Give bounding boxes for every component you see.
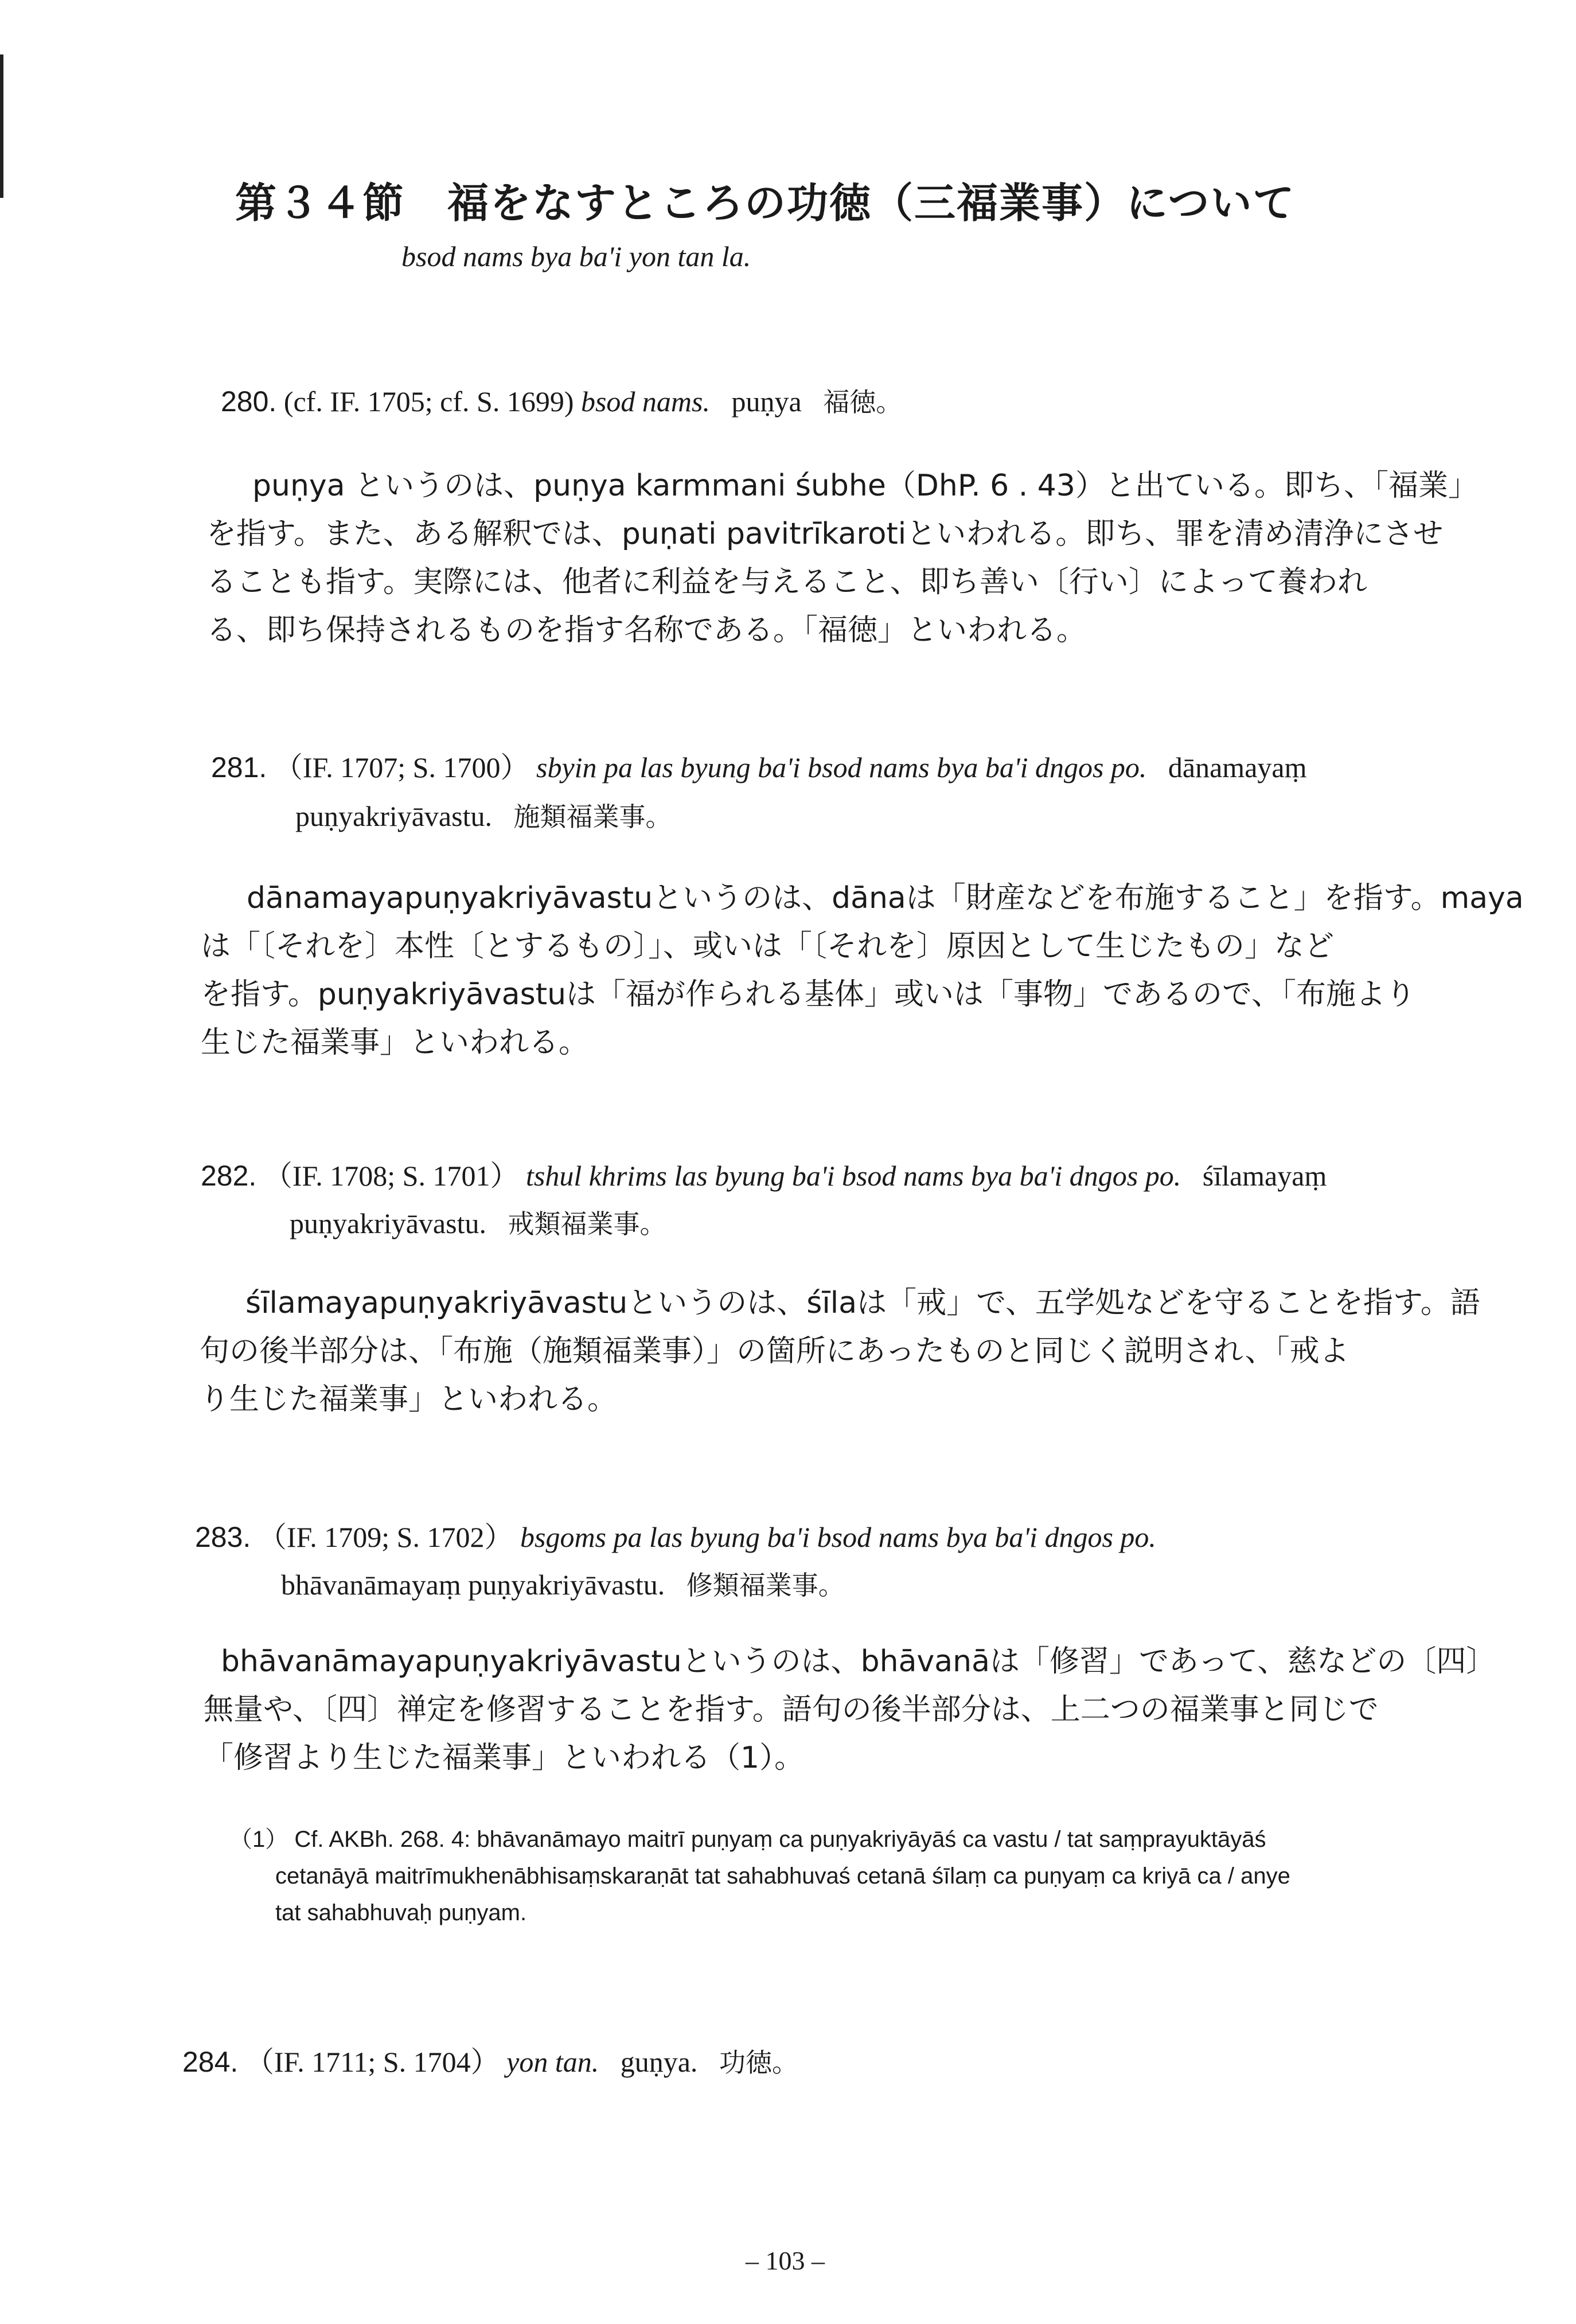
entry-japanese: 修類福業事。 xyxy=(686,1570,845,1601)
paragraph-line: 生じた福業事」といわれる。 xyxy=(201,1025,589,1060)
entry-283-head xyxy=(195,1514,1156,1555)
paragraph-line: 無量や、〔四〕禅定を修習することを指す。語句の後半部分は、上二つの福業事と同じで xyxy=(204,1693,1379,1727)
section-title-tibetan: bsod nams bya ba'i yon tan la. xyxy=(401,240,751,272)
page-number: – 103 – xyxy=(746,2246,825,2275)
entry-sanskrit: śīlamayaṃ xyxy=(1202,1160,1327,1192)
entry-281-continuation xyxy=(295,796,672,834)
entry-280-paragraph xyxy=(206,462,1478,654)
entry-282-continuation xyxy=(290,1203,666,1241)
paragraph-line: る、即ち保持されるものを指す名称である。「福徳」といわれる。 xyxy=(206,613,1087,648)
entry-number: 282. xyxy=(201,1160,257,1192)
entry-ref: （IF. 1709; S. 1702） xyxy=(258,1521,513,1553)
entry-sanskrit: dānamayaṃ xyxy=(1168,751,1307,783)
footnote-line: cetanāyā maitrīmukhenābhisaṃskaraṇāt tat sahabhuvaś cetanā śīlaṃ ca puṇyaṃ ca kriyā ca / anye xyxy=(275,1863,1290,1889)
paragraph-line: 「修習より生じた福業事」といわれる（1）。 xyxy=(204,1741,805,1775)
entry-sanskrit-cont: bhāvanāmayaṃ puṇyakriyāvastu. xyxy=(281,1569,665,1601)
entry-280-head xyxy=(221,381,902,419)
paragraph-line: り生じた福業事」といわれる。 xyxy=(200,1382,618,1417)
entry-tibetan: yon tan. xyxy=(506,2046,599,2078)
footnote-line: （1） Cf. AKBh. 268. 4: bhāvanāmayo maitrī puṇyaṃ ca puṇyakriyāyāś ca vastu / tat saṃprayuktāyāś xyxy=(229,1827,1266,1852)
paragraph-line: ることも指す。実際には、他者に利益を与えること、即ち善い〔行い〕によって養われ xyxy=(206,565,1367,599)
paragraph-line: bhāvanāmayapuṇyakriyāvastuというのは、bhāvanāは「修習」であって、慈などの〔四〕 xyxy=(221,1644,1496,1679)
entry-tibetan: sbyin pa las byung ba'i bsod nams bya ba'i dngos po. xyxy=(536,751,1147,783)
paragraph-line: を指す。また、ある解釈では、puṇati pavitrīkarotiといわれる。即ち、罪を清め清浄にさせ xyxy=(206,517,1444,551)
entry-sanskrit: puṇya xyxy=(731,385,802,418)
entry-japanese: 戒類福業事。 xyxy=(508,1208,666,1239)
entry-tibetan: bsgoms pa las byung ba'i bsod nams bya ba'i dngos po. xyxy=(520,1521,1156,1553)
entry-284-head xyxy=(182,2039,798,2080)
entry-sanskrit-cont: puṇyakriyāvastu. xyxy=(290,1207,486,1239)
entry-tibetan: tshul khrims las byung ba'i bsod nams bya ba'i dngos po. xyxy=(525,1160,1181,1192)
entry-tibetan: bsod nams. xyxy=(580,385,710,418)
entry-281-paragraph xyxy=(201,874,1524,1067)
entry-japanese: 功徳。 xyxy=(719,2047,798,2078)
entry-sanskrit-cont: puṇyakriyāvastu. xyxy=(295,800,492,832)
entry-ref: （IF. 1707; S. 1700） xyxy=(274,751,529,783)
entry-283-continuation xyxy=(281,1565,845,1602)
entry-number: 283. xyxy=(195,1521,251,1553)
paragraph-line: dānamayapuṇyakriyāvastuというのは、dānaは「財産などを布施すること」を指す。maya xyxy=(247,881,1524,915)
entry-ref: （IF. 1708; S. 1701） xyxy=(263,1160,519,1192)
entry-ref: (cf. IF. 1705; cf. S. 1699) xyxy=(283,385,574,418)
entry-ref: （IF. 1711; S. 1704） xyxy=(245,2046,500,2078)
entry-number: 281. xyxy=(211,751,267,783)
paragraph-line: 句の後半部分は、「布施（施類福業事）」の箇所にあったものと同じく説明され、「戒よ xyxy=(200,1334,1349,1368)
entry-number: 280. xyxy=(221,385,277,418)
entry-281-head xyxy=(211,744,1306,786)
entry-japanese: 施類福業事。 xyxy=(513,801,672,832)
entry-japanese: 福徳。 xyxy=(823,387,903,418)
entry-number: 284. xyxy=(182,2046,239,2078)
footnote xyxy=(229,1821,1290,1931)
paragraph-line: を指す。puṇyakriyāvastuは「福が作られる基体」或いは「事物」であるので、「布施より xyxy=(201,977,1416,1012)
paragraph-line: puṇya というのは、puṇya karmmani śubhe（DhP. 6 . 43）と出ている。即ち、「福業」 xyxy=(252,469,1478,503)
paragraph-line: は「〔それを〕本性〔とするもの〕」、或いは「〔それを〕原因として生じたもの」など xyxy=(201,929,1335,964)
footnote-line: tat sahabhuvaḥ puṇyam. xyxy=(275,1900,527,1925)
binding-edge-line xyxy=(0,54,3,198)
entry-282-paragraph xyxy=(200,1279,1480,1424)
section-title: 第３４節 福をなすところの功徳（三福業事）について xyxy=(235,179,1296,227)
entry-283-paragraph xyxy=(204,1637,1496,1782)
entry-282-head xyxy=(201,1153,1327,1194)
entry-sanskrit: guṇya. xyxy=(620,2046,698,2078)
paragraph-line: śīlamayapuṇyakriyāvastuというのは、śīlaは「戒」で、五学処などを守ることを指す。語 xyxy=(245,1286,1480,1320)
